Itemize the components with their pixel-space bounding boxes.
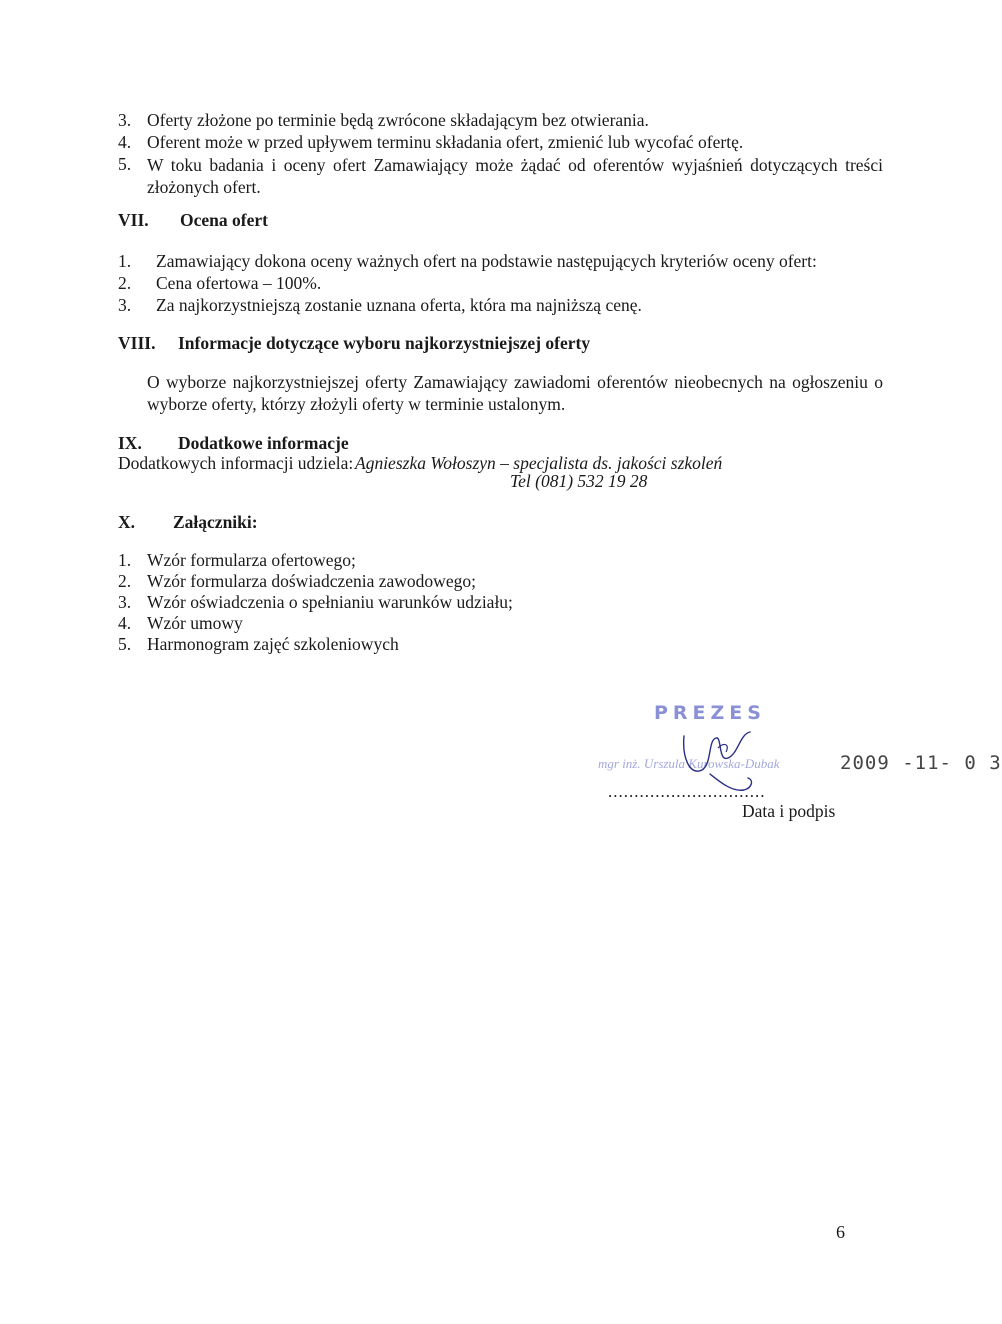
- list-number: 4.: [118, 613, 132, 633]
- contact-phone: Tel (081) 532 19 28: [510, 471, 648, 491]
- contact-lead: Dodatkowych informacji udziela:: [118, 453, 354, 473]
- list-item-text: Za najkorzystniejszą zostanie uznana oferta, która ma najniższą cenę.: [156, 295, 642, 315]
- list-item-text: Oferty złożone po terminie będą zwrócone składającym bez otwierania.: [147, 110, 649, 130]
- list-number: 5.: [118, 154, 132, 174]
- contact-person: Agnieszka Wołoszyn – specjalista ds. jakości szkoleń: [355, 453, 723, 473]
- list-item-text: Wzór umowy: [147, 613, 243, 633]
- section-title: Załączniki:: [173, 512, 258, 532]
- stamp-title: PREZES: [654, 702, 766, 724]
- section-paragraph: O wyborze najkorzystniejszej oferty Zamawiający zawiadomi oferentów nieobecnych na ogłoszeniu o wyborze oferty, którzy złożyli oferty w terminie ustalonym.: [147, 372, 883, 414]
- list-number: 3.: [118, 110, 132, 130]
- section-numeral: VII.: [118, 210, 149, 230]
- list-item-text: Wzór formularza ofertowego;: [147, 550, 356, 570]
- list-number: 1.: [118, 251, 132, 271]
- list-item-text: Zamawiający dokona oceny ważnych ofert na podstawie następujących kryteriów oceny ofert:: [156, 251, 817, 271]
- list-item-text: Harmonogram zajęć szkoleniowych: [147, 634, 399, 654]
- list-item-text: Wzór oświadczenia o spełnianiu warunków udziału;: [147, 592, 513, 612]
- list-item-text: Oferent może w przed upływem terminu składania ofert, zmienić lub wycofać ofertę.: [147, 132, 744, 152]
- list-item-text: Cena ofertowa – 100%.: [156, 273, 322, 293]
- list-number: 1.: [118, 550, 132, 570]
- section-numeral: IX.: [118, 433, 142, 453]
- list-number: 2.: [118, 571, 132, 591]
- signature-line: ..............................: [608, 782, 766, 801]
- list-number: 5.: [118, 634, 132, 654]
- section-numeral: X.: [118, 512, 136, 532]
- signature-caption: Data i podpis: [742, 801, 836, 821]
- list-number: 4.: [118, 132, 132, 152]
- page-number: 6: [836, 1222, 845, 1242]
- list-item-text: Wzór formularza doświadczenia zawodowego;: [147, 571, 476, 591]
- stamp-name: mgr inż. Urszula Kurowska-Dubak: [598, 756, 780, 771]
- section-title: Informacje dotyczące wyboru najkorzystniejszej oferty: [178, 333, 591, 353]
- section-numeral: VIII.: [118, 333, 156, 353]
- stamp-date: 2009 -11- 0 3: [840, 752, 1002, 774]
- list-item-text: W toku badania i oceny ofert Zamawiający może żądać od oferentów wyjaśnień dotyczących treści złożonych ofert.: [147, 155, 883, 197]
- section-title: Ocena ofert: [180, 210, 268, 230]
- list-number: 2.: [118, 273, 132, 293]
- section-title: Dodatkowe informacje: [178, 433, 349, 453]
- list-number: 3.: [118, 295, 132, 315]
- list-number: 3.: [118, 592, 132, 612]
